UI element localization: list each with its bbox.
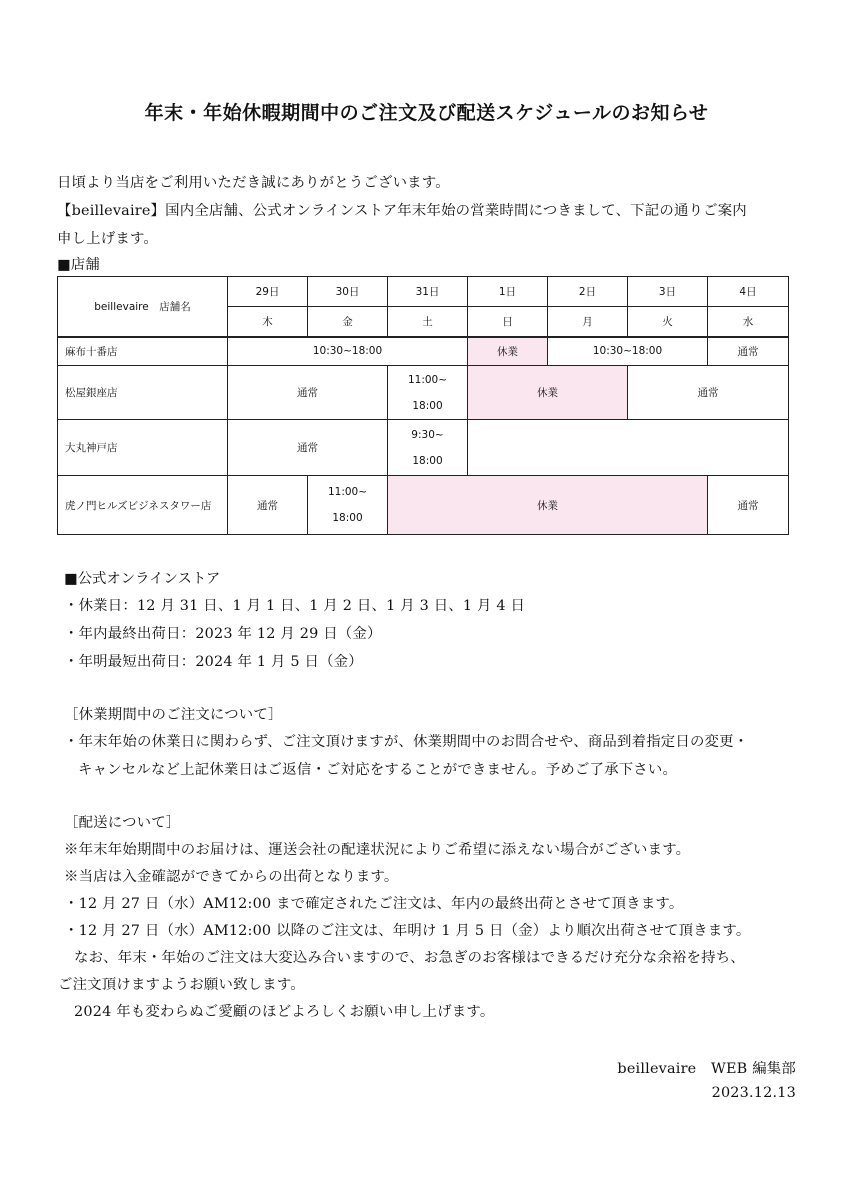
stores-heading: ■店舗 <box>57 257 100 273</box>
signature-date: 2023.12.13 <box>711 1085 796 1101</box>
hours-start: 11:00~ <box>407 373 448 386</box>
date-cell: 1日 <box>468 277 548 307</box>
online-first-ship: ・年明最短出荷日：2024 年 1 月 5 日（金） <box>64 654 363 670</box>
store-name: 大丸神戸店 <box>58 420 228 476</box>
header-store-name: beillevaire 店舗名 <box>58 277 228 337</box>
weekday-cell: 土 <box>388 307 468 337</box>
closed-cell: 休業 <box>388 476 708 535</box>
orders-line-1: ・年末年始の休業日に関わらず、ご注文頂けますが、休業期間中のお問合せや、商品到着指定日の変更・ <box>64 734 749 750</box>
intro-line-2: 【beillevaire】国内全店舗、公式オンラインストア年末年始の営業時間につきまして、下記の通りご案内 <box>57 203 747 219</box>
normal-cell: 通常 <box>708 476 789 535</box>
store-schedule-table <box>57 276 789 535</box>
orders-heading: ［休業期間中のご注文について］ <box>64 707 283 723</box>
weekday-cell: 金 <box>308 307 388 337</box>
hours-cell <box>308 476 388 535</box>
normal-cell: 通常 <box>628 366 789 420</box>
table-row <box>58 476 789 535</box>
orders-line-2: キャンセルなど上記休業日はご返信・ご対応をすることができません。予めご了承下さい。 <box>78 762 678 778</box>
weekday-cell: 水 <box>708 307 789 337</box>
empty-cell <box>468 420 789 476</box>
date-cell: 3日 <box>628 277 708 307</box>
hours-cell <box>388 420 468 476</box>
shipping-bullet-1: ・12 月 27 日（水）AM12:00 まで確定されたご注文は、年内の最終出荷とさせて頂きます。 <box>64 896 684 912</box>
closing-line: 2024 年も変わらぬご愛顧のほどよろしくお願い申し上げます。 <box>74 1004 495 1020</box>
online-last-ship: ・年内最終出荷日：2023 年 12 月 29 日（金） <box>64 626 382 642</box>
table-row <box>58 366 789 420</box>
table-row <box>58 337 789 366</box>
date-cell: 30日 <box>308 277 388 307</box>
shipping-heading: ［配送について］ <box>64 815 181 831</box>
hours-cell: 10:30~18:00 <box>228 337 468 366</box>
hours-cell: 10:30~18:00 <box>548 337 708 366</box>
hours-start: 9:30~ <box>411 428 444 441</box>
intro-line-3: 申し上げます。 <box>57 231 158 247</box>
date-cell: 4日 <box>708 277 789 307</box>
normal-cell: 通常 <box>228 366 388 420</box>
intro-line-1: 日頃より当店をご利用いただき誠にありがとうございます。 <box>57 175 450 191</box>
shipping-note-2: ※当店は入金確認ができてからの出荷となります。 <box>64 869 399 885</box>
signature-dept: beillevaire WEB 編集部 <box>617 1061 796 1077</box>
weekday-cell: 日 <box>468 307 548 337</box>
store-name: 麻布十番店 <box>58 337 228 366</box>
store-name: 松屋銀座店 <box>58 366 228 420</box>
date-cell: 2日 <box>548 277 628 307</box>
shipping-note-1: ※年末年始期間中のお届けは、運送会社の配達状況によりご希望に添えない場合がございます。 <box>64 842 691 858</box>
store-name: 虎ノ門ヒルズビジネスタワー店 <box>58 476 228 535</box>
weekday-cell: 木 <box>228 307 308 337</box>
closed-cell: 休業 <box>468 366 628 420</box>
date-cell: 31日 <box>388 277 468 307</box>
online-heading: ■公式オンラインストア <box>64 571 221 587</box>
hours-start: 11:00~ <box>327 486 368 498</box>
shipping-bullet-2: ・12 月 27 日（水）AM12:00 以降のご注文は、年明け 1 月 5 日（金）より順次出荷させて頂きます。 <box>64 923 751 939</box>
weekday-cell: 月 <box>548 307 628 337</box>
hours-cell <box>388 366 468 420</box>
hours-end: 18:00 <box>332 512 363 524</box>
normal-cell: 通常 <box>228 420 388 476</box>
normal-cell: 通常 <box>228 476 308 535</box>
shipping-para-1: なお、年末・年始のご注文は大変込み合いますので、お急ぎのお客様はできるだけ充分な余裕を持ち、 <box>74 950 745 966</box>
online-holidays: ・休業日：12 月 31 日、1 月 1 日、1 月 2 日、1 月 3 日、1 月 4 日 <box>64 598 526 614</box>
weekday-cell: 火 <box>628 307 708 337</box>
table-row <box>58 420 789 476</box>
date-cell: 29日 <box>228 277 308 307</box>
hours-end: 18:00 <box>412 454 443 467</box>
closed-cell: 休業 <box>468 337 548 366</box>
shipping-para-2: ご注文頂けますようお願い致します。 <box>58 977 305 993</box>
page-title: 年末・年始休暇期間中のご注文及び配送スケジュールのお知らせ <box>144 102 709 124</box>
hours-end: 18:00 <box>412 399 443 412</box>
normal-cell: 通常 <box>708 337 789 366</box>
table-header-dates <box>58 277 789 307</box>
